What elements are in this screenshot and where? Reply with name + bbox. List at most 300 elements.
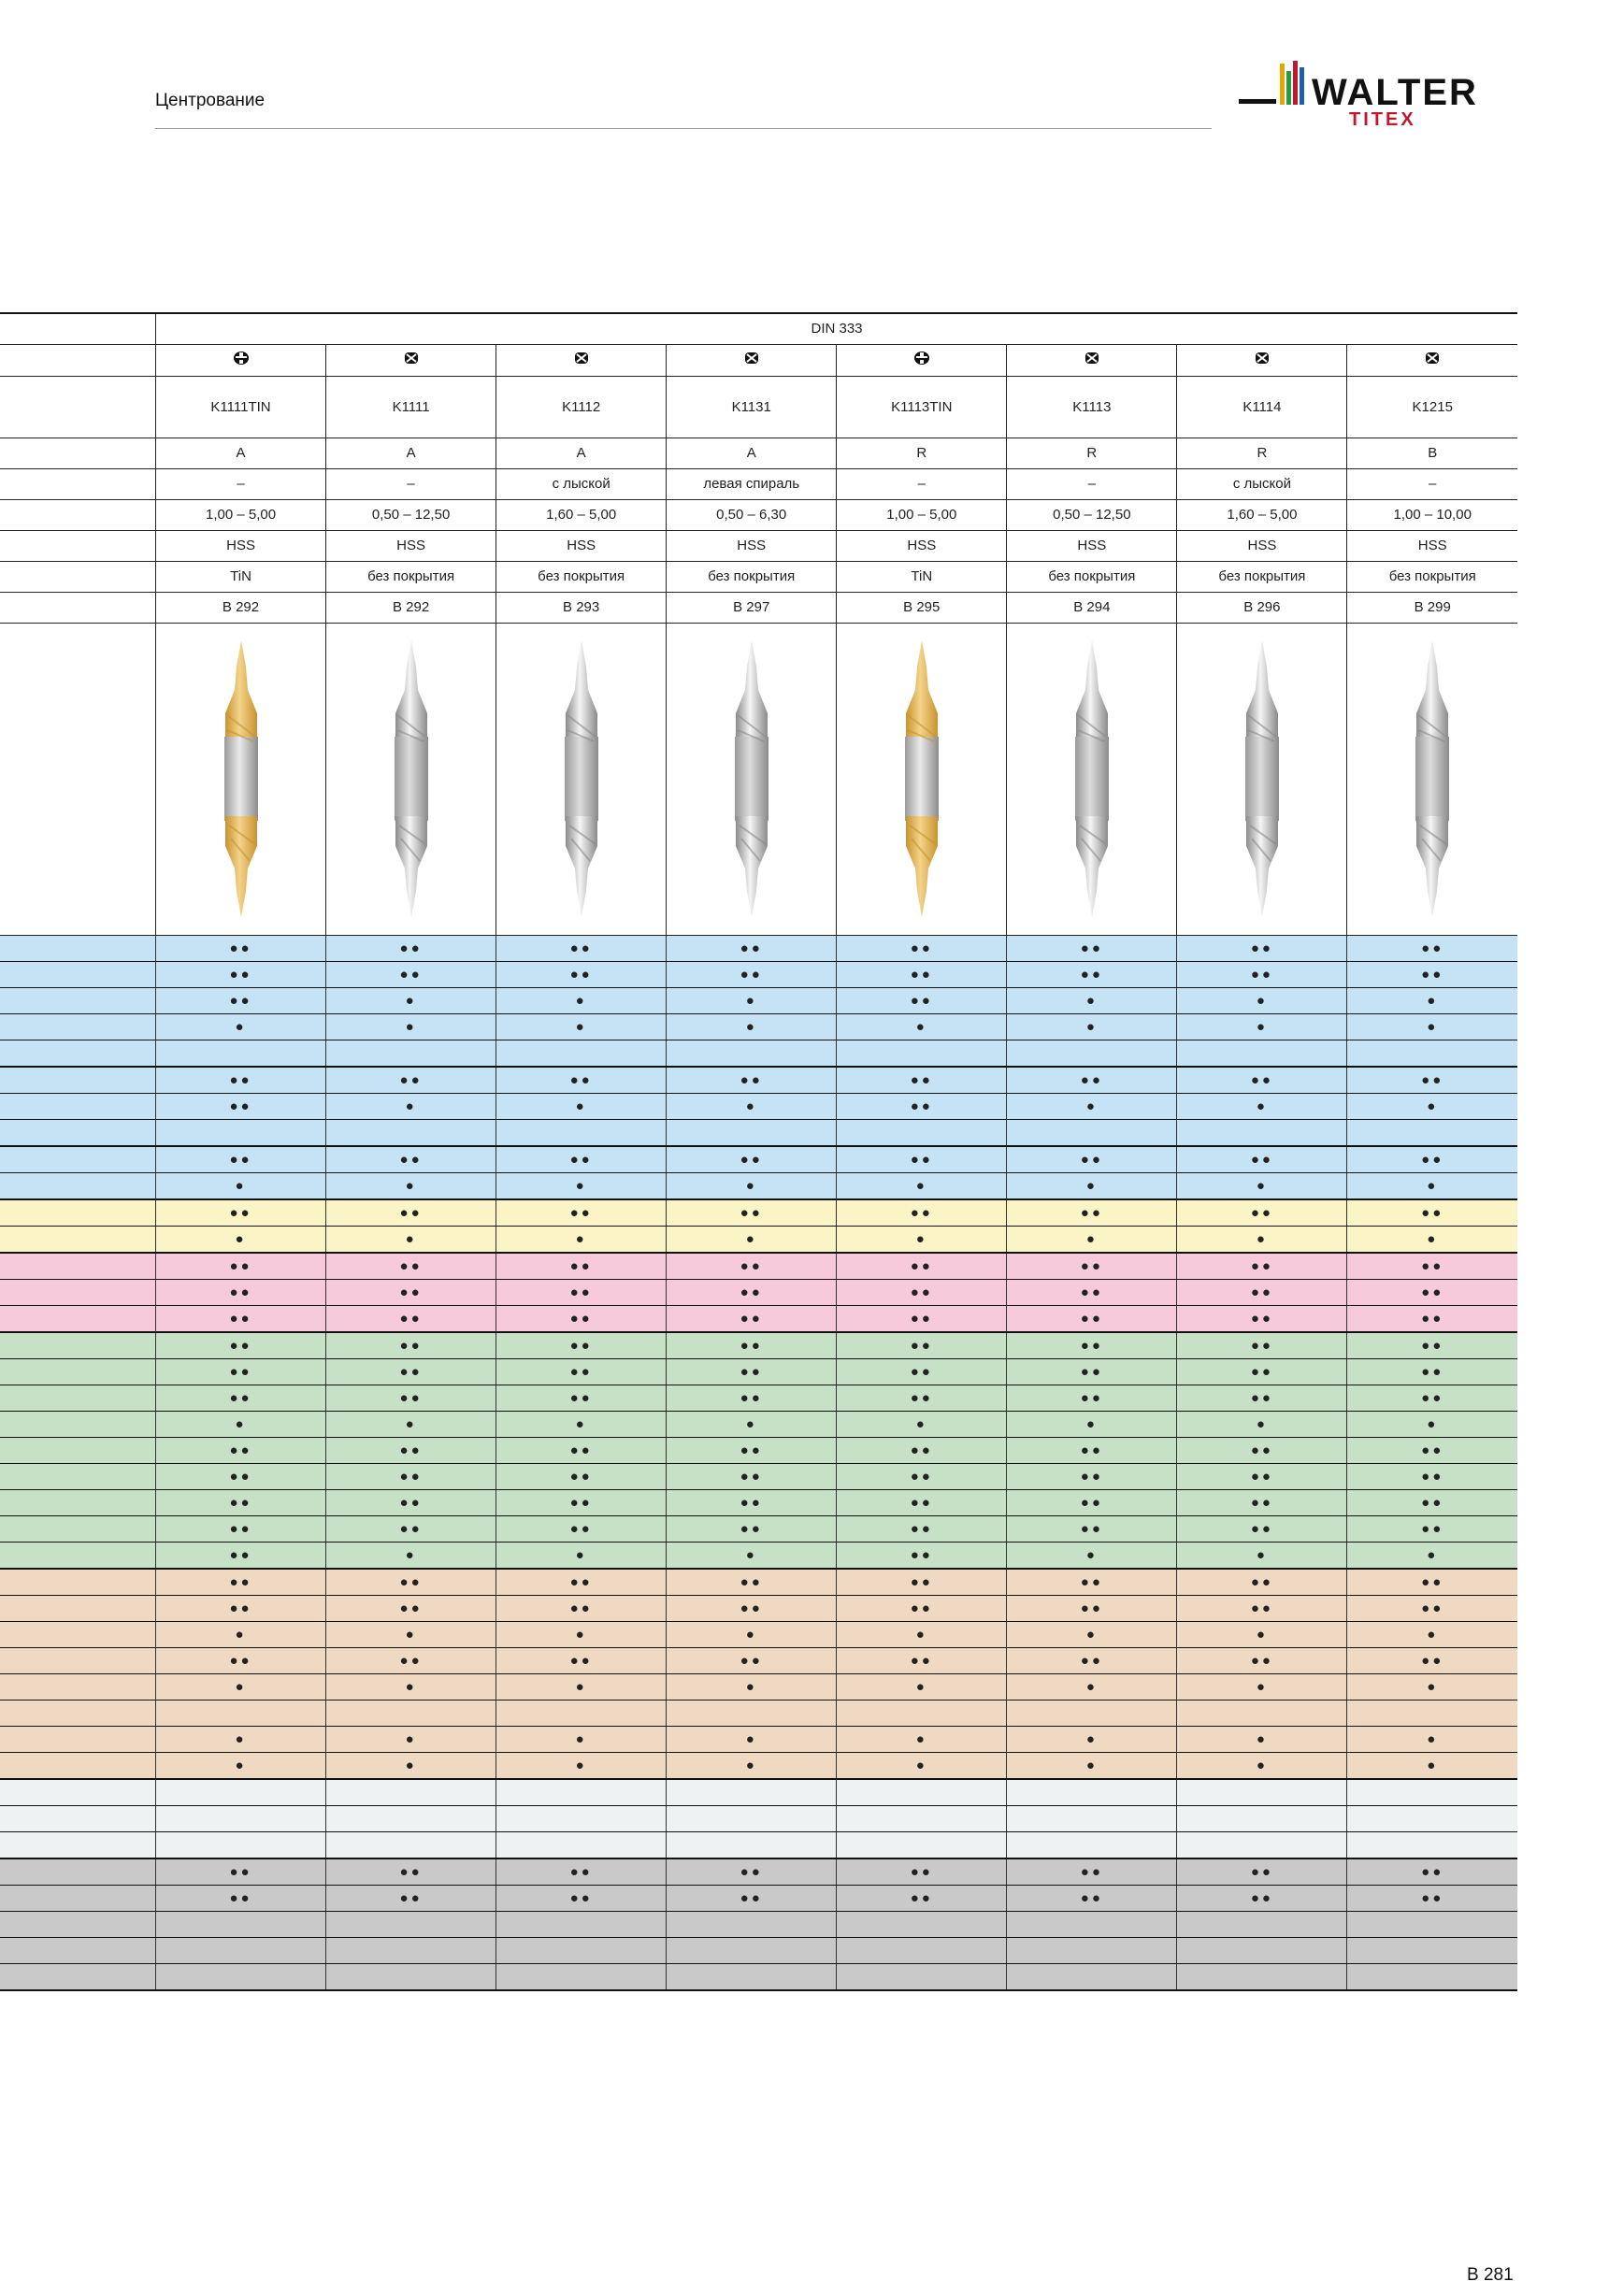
suitability-rating <box>156 1963 326 1990</box>
suitability-rating <box>496 1700 667 1726</box>
application-row <box>0 1013 1517 1040</box>
nc-symbol-b-icon <box>572 350 591 366</box>
suitability-rating <box>1177 1779 1347 1806</box>
suitability-rating: ●● <box>837 1332 1007 1359</box>
suitability-rating <box>1177 1937 1347 1963</box>
symbol-row <box>0 344 1517 376</box>
row-label-cell <box>0 530 156 561</box>
row-label-cell <box>0 1279 156 1305</box>
suitability-rating: ● <box>496 1673 667 1700</box>
suitability-rating: ●● <box>1177 935 1347 961</box>
tool-image-cell <box>156 623 326 935</box>
application-row <box>0 1226 1517 1253</box>
suitability-rating <box>1177 1040 1347 1067</box>
suitability-rating: ●● <box>1007 1305 1177 1332</box>
center-drill-image <box>1229 639 1295 919</box>
row-label-cell <box>0 1726 156 1752</box>
suitability-rating: ● <box>1177 1411 1347 1437</box>
tool-image-row <box>0 623 1517 935</box>
row-label-cell <box>0 1885 156 1911</box>
suitability-rating: ● <box>496 1093 667 1119</box>
tool-image-cell <box>326 623 496 935</box>
diameter-range-cell: 0,50 – 6,30 <box>667 499 837 530</box>
suitability-rating: ● <box>1007 1752 1177 1779</box>
suitability-rating: ● <box>496 1726 667 1752</box>
suitability-rating: ● <box>837 1013 1007 1040</box>
suitability-rating: ●● <box>1177 1858 1347 1886</box>
suitability-rating: ● <box>1177 1226 1347 1253</box>
application-row <box>0 1779 1517 1806</box>
suitability-rating: ● <box>1007 1172 1177 1199</box>
suitability-rating <box>1347 1805 1517 1831</box>
suitability-rating: ●● <box>156 1569 326 1596</box>
row-label-cell <box>0 1937 156 1963</box>
suitability-rating: ●● <box>667 1463 837 1489</box>
suitability-rating: ● <box>156 1621 326 1647</box>
suitability-rating: ●● <box>326 1199 496 1227</box>
suitability-rating: ●● <box>1007 961 1177 987</box>
suitability-rating <box>496 1119 667 1146</box>
page-reference-cell: B 295 <box>837 592 1007 623</box>
suitability-rating: ●● <box>156 1067 326 1094</box>
row-label-cell <box>0 1305 156 1332</box>
symbol-cell <box>496 344 667 376</box>
application-row <box>0 1515 1517 1542</box>
suitability-rating: ●● <box>326 1463 496 1489</box>
row-label-cell <box>0 1437 156 1463</box>
page-reference-cell: B 297 <box>667 592 837 623</box>
diameter-range-cell: 0,50 – 12,50 <box>326 499 496 530</box>
product-selection-table <box>0 312 1517 1991</box>
suitability-rating: ●● <box>1177 1358 1347 1385</box>
suitability-rating: ●● <box>837 1253 1007 1280</box>
suitability-rating: ● <box>326 1226 496 1253</box>
row-label-cell <box>0 1963 156 1990</box>
suitability-rating: ●● <box>1007 1358 1177 1385</box>
suitability-rating: ● <box>496 987 667 1013</box>
suitability-rating: ●● <box>667 1647 837 1673</box>
symbol-cell <box>667 344 837 376</box>
suitability-rating: ● <box>1347 1093 1517 1119</box>
suitability-rating: ●● <box>1177 1253 1347 1280</box>
tool-image-cell <box>1177 623 1347 935</box>
suitability-rating: ●● <box>837 1437 1007 1463</box>
suitability-rating: ●● <box>1007 1332 1177 1359</box>
application-row <box>0 1542 1517 1569</box>
suitability-rating: ●● <box>667 1332 837 1359</box>
material-cell: HSS <box>667 530 837 561</box>
suitability-rating: ●● <box>667 1437 837 1463</box>
product-code-cell: K1215 <box>1347 376 1517 438</box>
suitability-rating: ●● <box>1347 1358 1517 1385</box>
application-row <box>0 1937 1517 1963</box>
suitability-rating: ●● <box>837 1067 1007 1094</box>
suitability-rating: ● <box>326 1621 496 1647</box>
coating-cell: без покрытия <box>1177 561 1347 592</box>
suitability-rating: ●● <box>1007 1858 1177 1886</box>
row-label-cell <box>0 1119 156 1146</box>
application-row <box>0 1858 1517 1886</box>
material-cell: HSS <box>1347 530 1517 561</box>
suitability-rating <box>326 1937 496 1963</box>
suitability-rating: ●● <box>1347 1067 1517 1094</box>
form-type-cell: A <box>326 438 496 468</box>
suitability-rating: ● <box>1347 1172 1517 1199</box>
suitability-rating <box>837 1911 1007 1937</box>
din-group-row <box>0 313 1517 344</box>
suitability-rating <box>496 1963 667 1990</box>
suitability-rating: ●● <box>667 1385 837 1411</box>
symbol-cell <box>837 344 1007 376</box>
row-label-cell <box>0 438 156 468</box>
product-code-cell: K1111 <box>326 376 496 438</box>
feature-cell: с лыской <box>1177 468 1347 499</box>
suitability-rating: ●● <box>326 1146 496 1173</box>
suitability-rating: ●● <box>1347 1463 1517 1489</box>
suitability-rating: ●● <box>667 1067 837 1094</box>
coating-cell: без покрытия <box>326 561 496 592</box>
feature-cell: – <box>1347 468 1517 499</box>
suitability-rating: ● <box>667 1013 837 1040</box>
suitability-rating: ●● <box>496 935 667 961</box>
application-row <box>0 1093 1517 1119</box>
suitability-rating <box>1347 1831 1517 1858</box>
suitability-rating: ● <box>1347 1621 1517 1647</box>
suitability-rating: ●● <box>326 1253 496 1280</box>
application-row <box>0 1463 1517 1489</box>
suitability-rating: ● <box>1347 1013 1517 1040</box>
row-label-cell <box>0 1911 156 1937</box>
row-label-cell <box>0 1858 156 1886</box>
suitability-rating: ●● <box>496 1437 667 1463</box>
row-label-cell <box>0 1779 156 1806</box>
row-label-cell <box>0 344 156 376</box>
product-code-row <box>0 376 1517 438</box>
suitability-rating: ●● <box>1347 1437 1517 1463</box>
coating-row <box>0 561 1517 592</box>
suitability-rating: ● <box>667 1172 837 1199</box>
suitability-rating: ●● <box>837 1569 1007 1596</box>
suitability-rating: ● <box>667 1726 837 1752</box>
application-row <box>0 1279 1517 1305</box>
feature-row <box>0 468 1517 499</box>
page-reference-cell: B 292 <box>326 592 496 623</box>
suitability-rating <box>496 1911 667 1937</box>
tool-image-cell <box>1347 623 1517 935</box>
suitability-rating: ●● <box>1177 1489 1347 1515</box>
suitability-rating <box>667 1805 837 1831</box>
suitability-rating: ●● <box>1347 1595 1517 1621</box>
application-row <box>0 1885 1517 1911</box>
suitability-rating: ● <box>326 1411 496 1437</box>
form-type-cell: A <box>496 438 667 468</box>
row-label-cell <box>0 1332 156 1359</box>
suitability-rating: ●● <box>837 1385 1007 1411</box>
suitability-rating: ●● <box>156 1332 326 1359</box>
suitability-rating: ●● <box>496 1595 667 1621</box>
suitability-rating <box>1347 1040 1517 1067</box>
center-drill-image <box>549 639 614 919</box>
suitability-rating: ●● <box>496 1146 667 1173</box>
application-row <box>0 1621 1517 1647</box>
suitability-rating: ● <box>326 987 496 1013</box>
page-reference-cell: B 296 <box>1177 592 1347 623</box>
suitability-rating: ● <box>667 1093 837 1119</box>
suitability-rating: ●● <box>156 987 326 1013</box>
row-label-cell <box>0 1673 156 1700</box>
suitability-rating: ●● <box>837 1358 1007 1385</box>
suitability-rating <box>1177 1831 1347 1858</box>
suitability-rating: ●● <box>837 935 1007 961</box>
suitability-rating <box>1347 1779 1517 1806</box>
material-cell: HSS <box>837 530 1007 561</box>
row-label-cell <box>0 1463 156 1489</box>
suitability-rating <box>1007 1805 1177 1831</box>
suitability-rating: ● <box>667 987 837 1013</box>
suitability-rating: ●● <box>667 935 837 961</box>
suitability-rating: ● <box>837 1621 1007 1647</box>
suitability-rating: ●● <box>1347 1385 1517 1411</box>
suitability-rating: ●● <box>1347 1305 1517 1332</box>
suitability-rating <box>326 1040 496 1067</box>
suitability-rating: ●● <box>1347 1146 1517 1173</box>
suitability-rating: ●● <box>496 1332 667 1359</box>
suitability-rating <box>1007 1040 1177 1067</box>
suitability-rating: ● <box>326 1093 496 1119</box>
tool-image-cell <box>667 623 837 935</box>
symbol-cell <box>1177 344 1347 376</box>
suitability-rating: ●● <box>326 1885 496 1911</box>
diameter-range-row <box>0 499 1517 530</box>
nc-symbol-a-icon <box>232 350 251 366</box>
suitability-rating <box>156 1831 326 1858</box>
row-label-cell <box>0 1647 156 1673</box>
row-label-cell <box>0 376 156 438</box>
suitability-rating: ● <box>1007 987 1177 1013</box>
suitability-rating <box>837 1963 1007 1990</box>
suitability-rating: ●● <box>667 1253 837 1280</box>
header-rule <box>155 128 1212 129</box>
suitability-rating: ●● <box>1007 1199 1177 1227</box>
row-label-cell <box>0 1358 156 1385</box>
suitability-rating: ●● <box>156 1437 326 1463</box>
suitability-rating: ●● <box>496 1647 667 1673</box>
suitability-rating: ●● <box>1007 1647 1177 1673</box>
suitability-rating: ●● <box>1177 1199 1347 1227</box>
suitability-rating: ●● <box>496 1569 667 1596</box>
feature-cell: – <box>156 468 326 499</box>
suitability-rating: ●● <box>156 1093 326 1119</box>
page-reference-cell: B 299 <box>1347 592 1517 623</box>
suitability-rating <box>156 1779 326 1806</box>
feature-cell: – <box>837 468 1007 499</box>
suitability-rating: ● <box>837 1226 1007 1253</box>
suitability-rating: ● <box>156 1673 326 1700</box>
suitability-rating <box>1347 1700 1517 1726</box>
application-row <box>0 1726 1517 1752</box>
suitability-rating: ● <box>1007 1013 1177 1040</box>
suitability-rating <box>1347 1119 1517 1146</box>
suitability-rating: ●● <box>1007 1569 1177 1596</box>
suitability-rating: ●● <box>1347 1858 1517 1886</box>
application-row <box>0 1911 1517 1937</box>
application-row <box>0 987 1517 1013</box>
center-drill-image <box>208 639 274 919</box>
suitability-rating: ●● <box>156 1542 326 1569</box>
suitability-rating <box>496 1779 667 1806</box>
row-label-cell <box>0 468 156 499</box>
suitability-rating: ●● <box>156 1647 326 1673</box>
suitability-rating <box>156 1937 326 1963</box>
suitability-rating <box>156 1040 326 1067</box>
coating-cell: без покрытия <box>667 561 837 592</box>
suitability-rating: ● <box>496 1542 667 1569</box>
form-type-cell: A <box>156 438 326 468</box>
suitability-rating: ●● <box>1177 1647 1347 1673</box>
diameter-range-cell: 1,00 – 10,00 <box>1347 499 1517 530</box>
suitability-rating <box>326 1119 496 1146</box>
suitability-rating: ● <box>1177 987 1347 1013</box>
suitability-rating: ● <box>1347 1226 1517 1253</box>
suitability-rating <box>156 1911 326 1937</box>
suitability-rating: ●● <box>156 1858 326 1886</box>
suitability-rating <box>837 1040 1007 1067</box>
suitability-rating: ●● <box>1007 1385 1177 1411</box>
suitability-rating: ●● <box>1347 1885 1517 1911</box>
suitability-rating <box>837 1119 1007 1146</box>
diameter-range-cell: 1,00 – 5,00 <box>837 499 1007 530</box>
suitability-rating: ●● <box>1177 1595 1347 1621</box>
suitability-rating: ●● <box>156 1515 326 1542</box>
suitability-rating: ●● <box>156 1463 326 1489</box>
tool-image-cell <box>1007 623 1177 935</box>
suitability-rating: ● <box>1347 1542 1517 1569</box>
symbol-cell <box>156 344 326 376</box>
suitability-rating: ●● <box>1177 1437 1347 1463</box>
suitability-rating: ●● <box>667 1885 837 1911</box>
suitability-rating: ●● <box>1347 1253 1517 1280</box>
suitability-rating <box>326 1700 496 1726</box>
suitability-rating: ●● <box>326 1569 496 1596</box>
feature-cell: левая спираль <box>667 468 837 499</box>
suitability-rating <box>156 1119 326 1146</box>
suitability-rating: ● <box>837 1752 1007 1779</box>
suitability-rating <box>667 1831 837 1858</box>
row-label-cell <box>0 313 156 344</box>
suitability-rating: ●● <box>1007 1067 1177 1094</box>
suitability-rating: ● <box>326 1726 496 1752</box>
suitability-rating: ● <box>1347 1411 1517 1437</box>
coating-cell: без покрытия <box>1007 561 1177 592</box>
suitability-rating: ● <box>837 1411 1007 1437</box>
suitability-rating: ●● <box>326 961 496 987</box>
suitability-rating: ● <box>326 1673 496 1700</box>
suitability-rating: ● <box>1007 1226 1177 1253</box>
application-row <box>0 1040 1517 1067</box>
application-row <box>0 1831 1517 1858</box>
row-label-cell <box>0 1040 156 1067</box>
suitability-rating: ●● <box>1007 1253 1177 1280</box>
row-label-cell <box>0 561 156 592</box>
suitability-rating: ●● <box>1007 1437 1177 1463</box>
suitability-rating: ●● <box>837 961 1007 987</box>
application-row <box>0 1752 1517 1779</box>
page-section-title: Центрование <box>155 91 266 110</box>
application-row <box>0 1437 1517 1463</box>
suitability-rating <box>667 1040 837 1067</box>
application-row <box>0 1199 1517 1227</box>
symbol-cell <box>1347 344 1517 376</box>
svg-text:WALTER: WALTER <box>1312 72 1478 113</box>
suitability-rating: ● <box>837 1673 1007 1700</box>
suitability-rating: ●● <box>326 1385 496 1411</box>
material-row <box>0 530 1517 561</box>
suitability-rating: ●● <box>326 1437 496 1463</box>
suitability-rating <box>667 1779 837 1806</box>
suitability-rating: ●● <box>1347 1515 1517 1542</box>
suitability-rating <box>837 1805 1007 1831</box>
row-label-cell <box>0 987 156 1013</box>
center-drill-image <box>719 639 784 919</box>
suitability-rating: ●● <box>1007 1515 1177 1542</box>
suitability-rating: ● <box>156 1752 326 1779</box>
walter-titex-logo <box>1239 58 1519 133</box>
application-row <box>0 1067 1517 1094</box>
suitability-rating: ●● <box>496 1858 667 1886</box>
suitability-rating: ●● <box>1177 961 1347 987</box>
suitability-rating <box>1177 1911 1347 1937</box>
suitability-rating: ● <box>496 1411 667 1437</box>
suitability-rating: ●● <box>667 1199 837 1227</box>
suitability-rating: ● <box>667 1542 837 1569</box>
application-row <box>0 1569 1517 1596</box>
suitability-rating: ● <box>326 1013 496 1040</box>
suitability-rating: ●● <box>667 1279 837 1305</box>
row-label-cell <box>0 1385 156 1411</box>
din-standard-label: DIN 333 <box>156 313 1518 344</box>
row-label-cell <box>0 1569 156 1596</box>
row-label-cell <box>0 1093 156 1119</box>
suitability-rating: ●● <box>156 935 326 961</box>
row-label-cell <box>0 1805 156 1831</box>
coating-cell: без покрытия <box>496 561 667 592</box>
suitability-rating: ●● <box>837 1542 1007 1569</box>
suitability-rating: ●● <box>496 1385 667 1411</box>
form-type-cell: B <box>1347 438 1517 468</box>
form-type-cell: R <box>1007 438 1177 468</box>
svg-text:TITEX: TITEX <box>1349 109 1416 130</box>
application-row <box>0 1172 1517 1199</box>
suitability-rating: ● <box>1177 1542 1347 1569</box>
suitability-rating: ● <box>1007 1542 1177 1569</box>
suitability-rating: ●● <box>1007 1885 1177 1911</box>
page-reference-cell: B 294 <box>1007 592 1177 623</box>
suitability-rating: ●● <box>1007 935 1177 961</box>
suitability-rating: ●● <box>496 1358 667 1385</box>
suitability-rating: ●● <box>496 1067 667 1094</box>
suitability-rating: ● <box>496 1013 667 1040</box>
suitability-rating: ●● <box>1007 1463 1177 1489</box>
suitability-rating: ● <box>1007 1726 1177 1752</box>
row-label-cell <box>0 1515 156 1542</box>
suitability-rating: ●● <box>156 1279 326 1305</box>
suitability-rating: ●● <box>156 1199 326 1227</box>
suitability-rating: ● <box>837 1172 1007 1199</box>
suitability-rating <box>496 1805 667 1831</box>
suitability-rating: ● <box>156 1013 326 1040</box>
suitability-rating: ●● <box>667 1595 837 1621</box>
application-row <box>0 1253 1517 1280</box>
